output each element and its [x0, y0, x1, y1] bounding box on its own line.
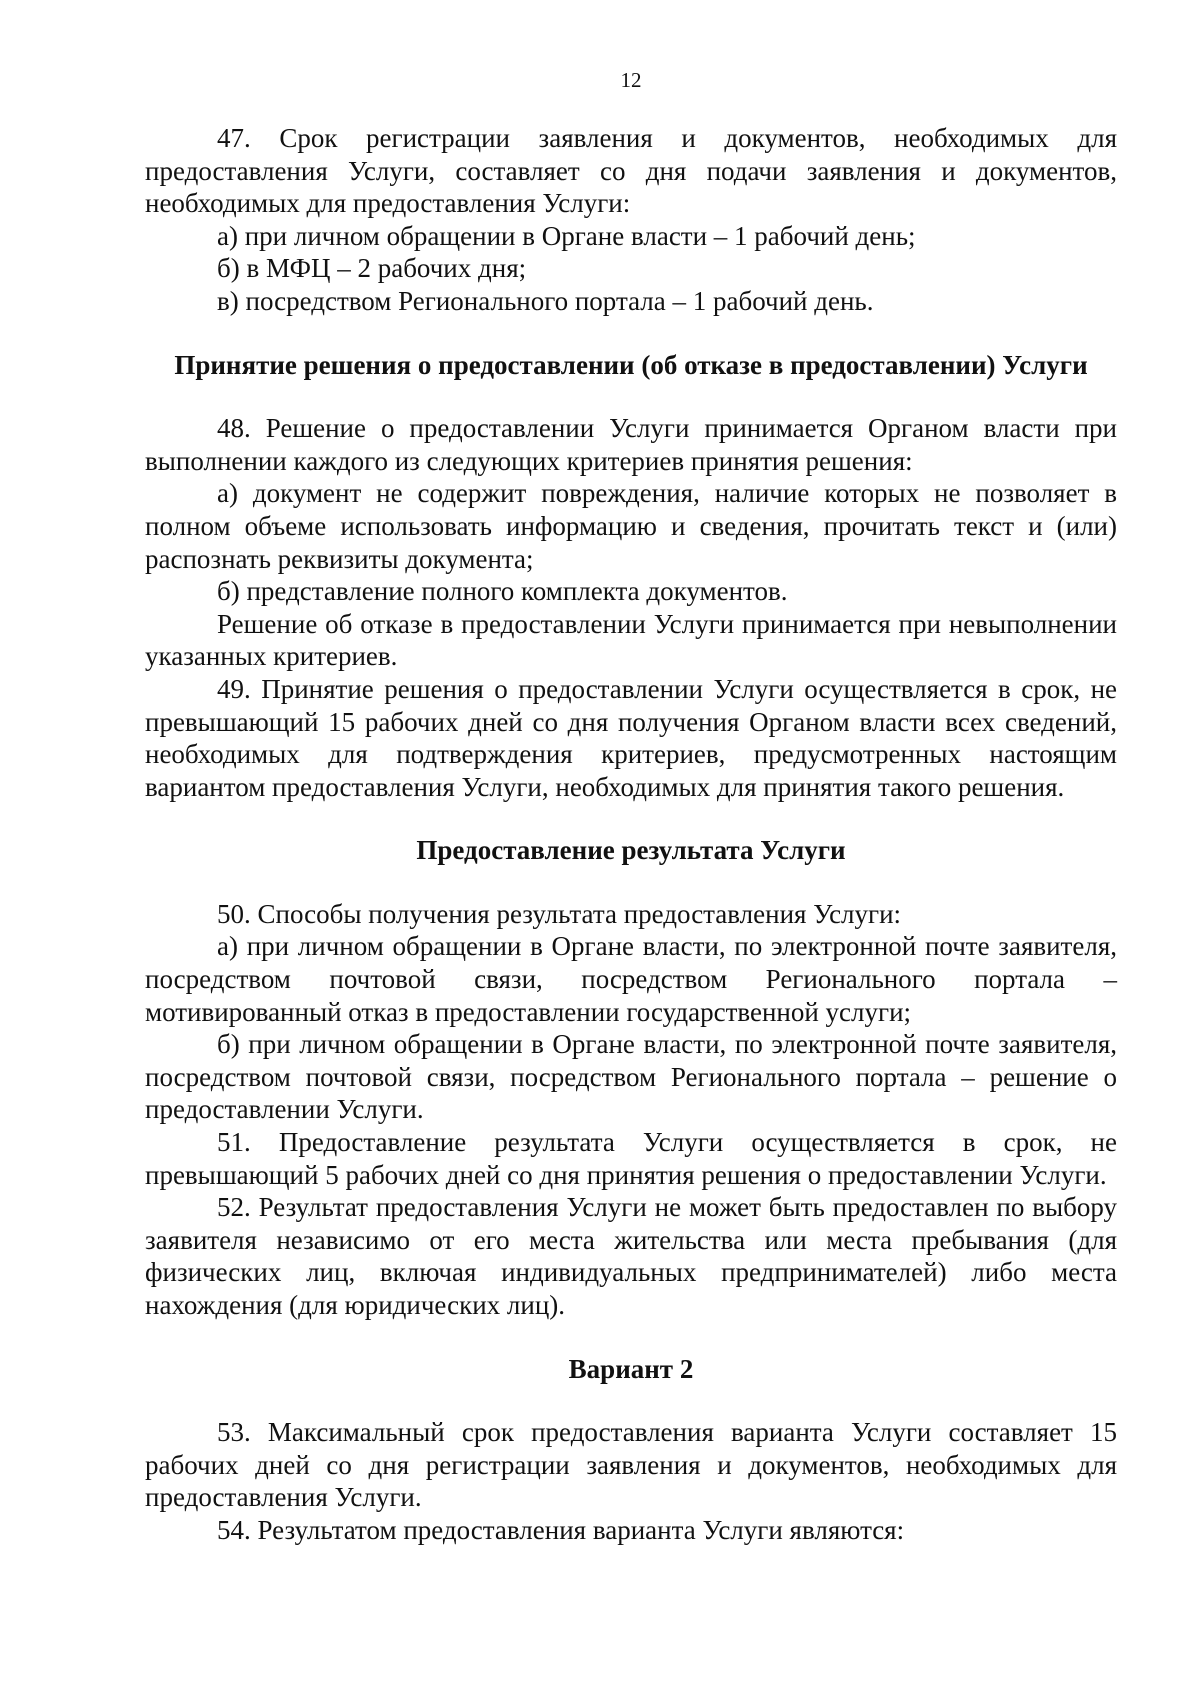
paragraph-50: 50. Способы получения результата предоставления Услуги:: [217, 898, 902, 929]
paragraph-53: 53. Максимальный срок предоставления варианта Услуги составляет 15 рабочих дней со дня регистрации заявления и документов, необходимых для предоставления Услуги.: [145, 1417, 1117, 1513]
item-47c: в) посредством Регионального портала – 1 рабочий день.: [217, 285, 874, 316]
item-47b: б) в МФЦ – 2 рабочих дня;: [217, 253, 527, 284]
section-heading-decision: Принятие решения о предоставлении (об отказе в предоставлении) Услуги: [174, 349, 1088, 380]
paragraph-49: 49. Принятие решения о предоставлении Услуги осуществляется в срок, не превышающий 15 рабочих дней со дня получения Органом власти всех сведений, необходимых для подтверждения критериев, предусмотренных настоящим вариантом предоставления Услуги, необходимых для принятия такого решения.: [145, 673, 1117, 802]
page-number: 12: [620, 68, 642, 92]
paragraph-refusal: Решение об отказе в предоставлении Услуги принимается при невыполнении указанных критериев.: [145, 608, 1117, 672]
item-48a: а) документ не содержит повреждения, наличие которых не позволяет в полном объеме использовать информацию и сведения, прочитать текст и (или) распознать реквизиты документа;: [145, 478, 1117, 574]
paragraph-54: 54. Результатом предоставления варианта Услуги являются:: [217, 1514, 905, 1545]
paragraph-52: 52. Результат предоставления Услуги не может быть предоставлен по выбору заявителя независимо от его места жительства или места пребывания (для физических лиц, включая индивидуальных предпринимателей) либо места нахождения (для юридических лиц).: [145, 1192, 1117, 1320]
paragraph-51: 51. Предоставление результата Услуги осуществляется в срок, не превышающий 5 рабочих дней со дня принятия решения о предоставлении Услуги.: [145, 1127, 1117, 1190]
section-heading-result: Предоставление результата Услуги: [416, 835, 846, 866]
section-heading-variant-2: Вариант 2: [568, 1353, 694, 1384]
item-47a: а) при личном обращении в Органе власти – 1 рабочий день;: [217, 220, 916, 251]
item-48b: б) представление полного комплекта документов.: [217, 576, 788, 607]
item-50a: а) при личном обращении в Органе власти, по электронной почте заявителя, посредством почтовой связи, посредством Регионального портала – мотивированный отказ в предоставлении государственной услуги;: [145, 931, 1117, 1027]
paragraph-48: 48. Решение о предоставлении Услуги принимается Органом власти при выполнении каждого из следующих критериев принятия решения:: [145, 413, 1117, 476]
document-body: [145, 122, 1117, 1547]
paragraph-47: 47. Срок регистрации заявления и документов, необходимых для предоставления Услуги, составляет со дня подачи заявления и документов, необходимых для предоставления Услуги:: [145, 123, 1117, 219]
item-50b: б) при личном обращении в Органе власти, по электронной почте заявителя, посредством почтовой связи, посредством Регионального портала – решение о предоставлении Услуги.: [145, 1029, 1117, 1125]
